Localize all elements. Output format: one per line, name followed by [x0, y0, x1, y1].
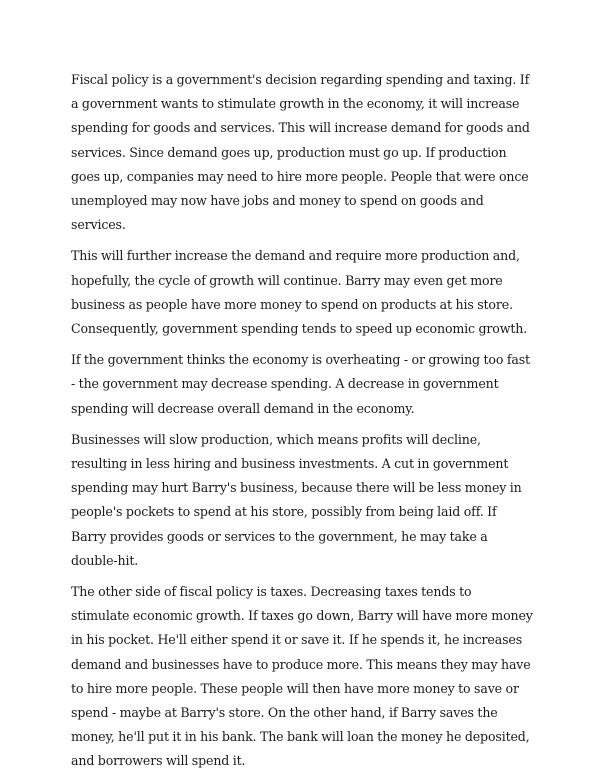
paragraph-taxes: The other side of fiscal policy is taxes. Decreasing taxes tends to stimulate economic growth. If taxes go down, Barry will have more money in his pocket. He'll either spend it or save it. If he spends it, he increases demand and businesses have to produce more. This means they may have to hire more people. These people will then have more money to save or spend - maybe at Barry's store. On the other hand, if Barry saves the money, he'll put it in his bank. The bank will loan the money he deposited, and borrowers will spend it. — [71, 584, 533, 769]
paragraph-business-slowdown: Businesses will slow production, which means profits will decline, resulting in less hiring and business investments. A cut in government spending may hurt Barry's business, because there will be less money in people's pockets to spend at his store, possibly from being laid off. If Barry provides goods or services to the government, he may take a double-hit. — [71, 431, 522, 568]
paragraph-fiscal-policy-definition: Fiscal policy is a government's decision regarding spending and taxing. If a government wants to stimulate growth in the economy, it will increase spending for goods and services. This will increase demand for goods and services. Since demand goes up, production must go up. If production goes up, companies may need to hire more people. People that were once unemployed may now have jobs and money to spend on goods and services. — [71, 72, 530, 233]
document-body — [71, 68, 533, 781]
paragraph-growth-cycle: This will further increase the demand and require more production and, hopefully, the cycle of growth will continue. Barry may even get more business as people have more money to spend on products at his store. Consequently, government spending tends to speed up economic growth. — [71, 248, 528, 337]
paragraph-decrease-spending: If the government thinks the economy is overheating - or growing too fast - the government may decrease spending. A decrease in government spending will decrease overall demand in the economy. — [71, 352, 530, 416]
